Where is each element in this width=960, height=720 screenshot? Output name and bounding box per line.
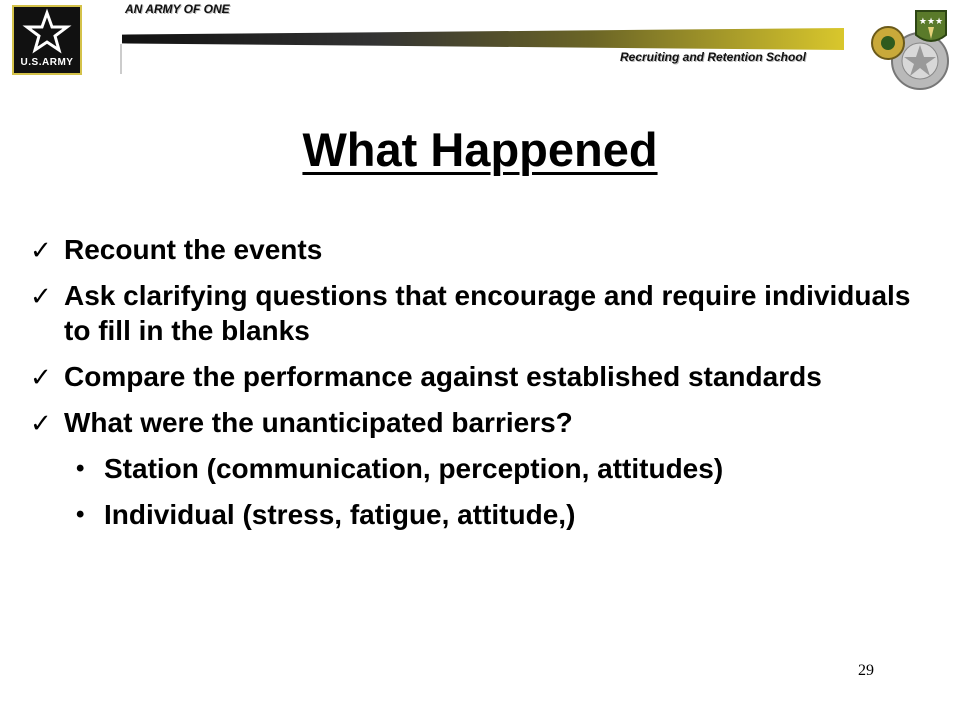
sub-bullet-item bbox=[30, 497, 930, 532]
checkmark-icon: ✓ bbox=[30, 408, 52, 438]
school-emblem bbox=[866, 5, 956, 95]
checkmark-icon: ✓ bbox=[30, 235, 52, 265]
bullet-dot-icon: • bbox=[76, 501, 85, 528]
emblem-icon bbox=[866, 5, 956, 95]
bullet-text: Ask clarifying questions that encourage and require individuals to fill in the blanks bbox=[64, 280, 911, 346]
bullet-item bbox=[30, 405, 930, 440]
header-tagline: AN ARMY OF ONE bbox=[125, 2, 230, 16]
bullet-item bbox=[30, 359, 930, 394]
slide-title: What Happened bbox=[302, 123, 658, 176]
header-divider bbox=[120, 44, 122, 74]
bullet-list bbox=[30, 232, 930, 543]
checkmark-icon: ✓ bbox=[30, 362, 52, 392]
sub-bullet-group bbox=[30, 451, 930, 532]
school-name: Recruiting and Retention School bbox=[620, 50, 807, 64]
bullet-text: Compare the performance against established standards bbox=[64, 361, 822, 392]
header-bar bbox=[122, 28, 844, 50]
bullet-item bbox=[30, 278, 930, 348]
star-icon bbox=[14, 7, 80, 59]
svg-text:★★★: ★★★ bbox=[918, 17, 944, 27]
army-logo-text: U.S.ARMY bbox=[20, 57, 74, 68]
sub-bullet-text: Individual (stress, fatigue, attitude,) bbox=[104, 499, 576, 530]
bullet-text: What were the unanticipated barriers? bbox=[64, 407, 573, 438]
bullet-item bbox=[30, 232, 930, 267]
page-number: 29 bbox=[858, 662, 874, 679]
sub-bullet-item bbox=[30, 451, 930, 486]
army-logo bbox=[12, 5, 82, 75]
bullet-text: Recount the events bbox=[64, 234, 323, 265]
sub-bullet-text: Station (communication, perception, attitudes) bbox=[104, 453, 724, 484]
checkmark-icon: ✓ bbox=[30, 281, 52, 311]
sub-bullet-list bbox=[30, 451, 930, 532]
bullet-dot-icon: • bbox=[76, 455, 85, 482]
